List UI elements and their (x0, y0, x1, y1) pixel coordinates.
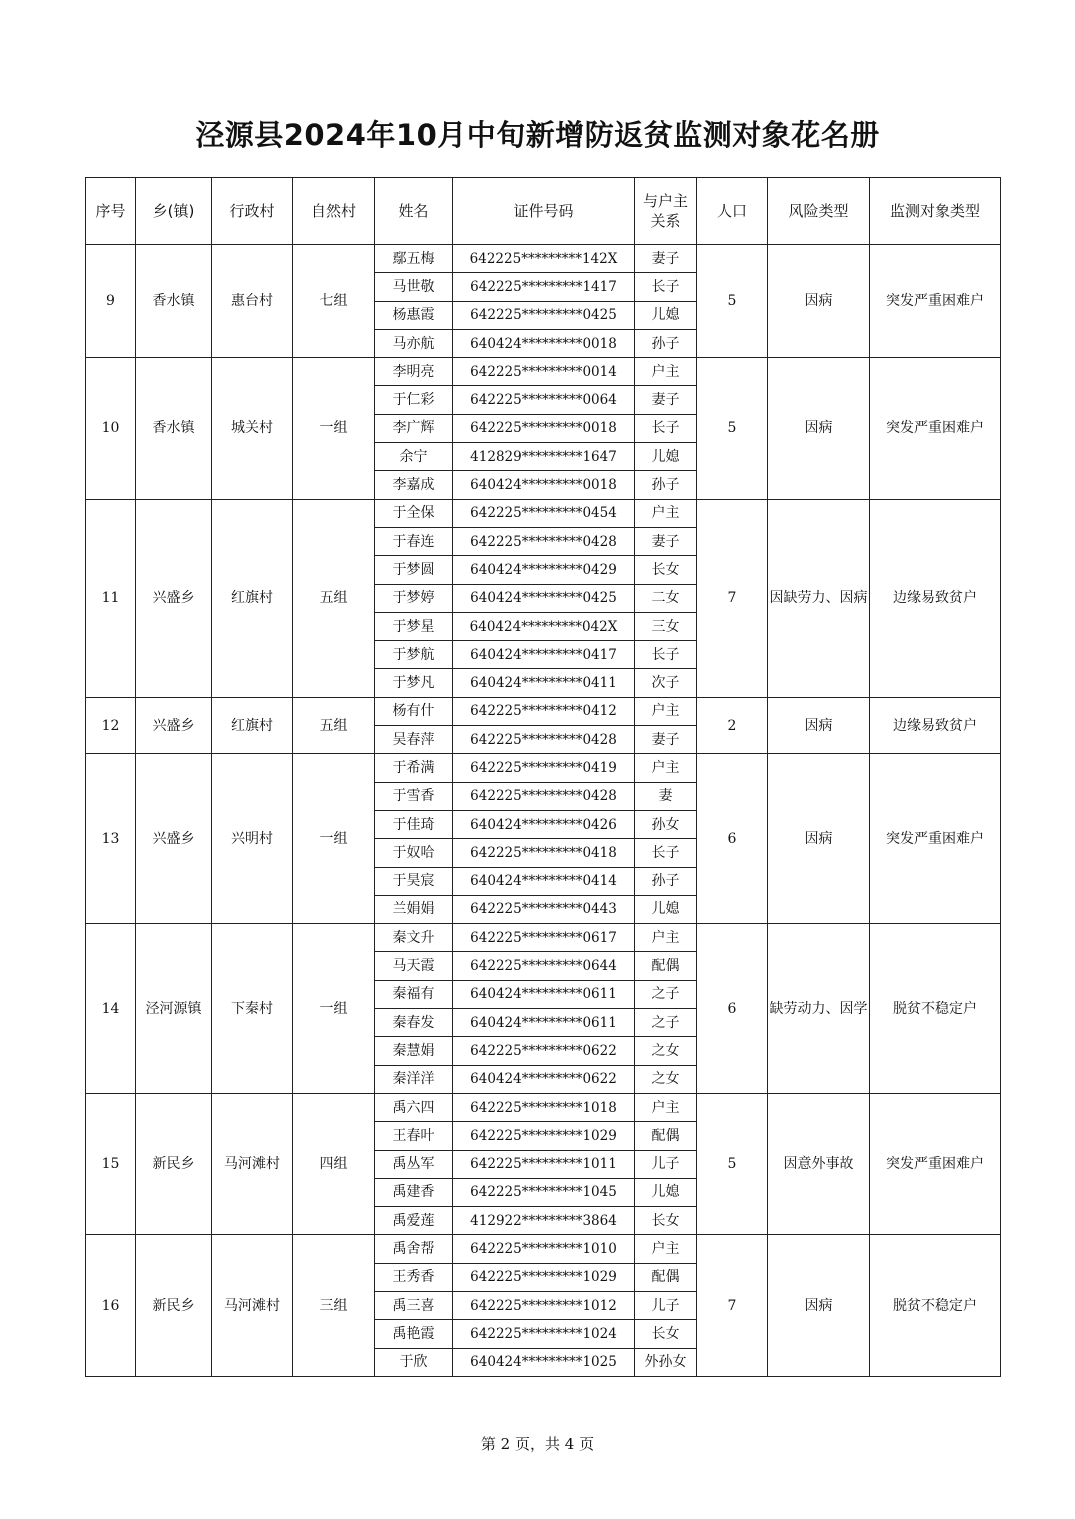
id-number-cell: 640424*********0611 (453, 1009, 635, 1037)
id-number-cell: 640424*********042X (453, 612, 635, 640)
relation-cell: 外孙女 (635, 1348, 697, 1376)
risk-type-cell: 因意外事故 (768, 1093, 870, 1234)
risk-type-cell: 因病 (768, 1235, 870, 1376)
page-footer: 第 2 页，共 4 页 (480, 1435, 595, 1453)
group-cell: 五组 (293, 499, 375, 697)
id-number-cell: 642225*********0644 (453, 952, 635, 980)
name-cell: 于昊宸 (375, 867, 453, 895)
population-cell: 5 (697, 358, 768, 499)
serial-number-cell: 10 (86, 358, 136, 499)
relation-cell: 长女 (635, 1320, 697, 1348)
serial-number-cell: 16 (86, 1235, 136, 1376)
relation-cell: 儿媳 (635, 1178, 697, 1206)
group-cell: 三组 (293, 1235, 375, 1376)
table-row (86, 358, 1001, 386)
risk-type-cell: 因病 (768, 754, 870, 924)
column-header: 乡(镇) (136, 178, 212, 245)
name-cell: 禹三喜 (375, 1291, 453, 1319)
relation-cell: 之子 (635, 980, 697, 1008)
id-number-cell: 642225*********0428 (453, 782, 635, 810)
id-number-cell: 640424*********0018 (453, 471, 635, 499)
name-cell: 秦福有 (375, 980, 453, 1008)
name-cell: 秦文升 (375, 924, 453, 952)
id-number-cell: 642225*********1024 (453, 1320, 635, 1348)
relation-cell: 配偶 (635, 952, 697, 980)
town-cell: 新民乡 (136, 1235, 212, 1376)
id-number-cell: 642225*********1417 (453, 273, 635, 301)
village-cell: 下秦村 (212, 924, 293, 1094)
town-cell: 香水镇 (136, 245, 212, 358)
relation-cell: 户主 (635, 924, 697, 952)
name-cell: 于雪香 (375, 782, 453, 810)
id-number-cell: 642225*********0412 (453, 697, 635, 725)
header-row (86, 178, 1001, 245)
column-header: 风险类型 (768, 178, 870, 245)
risk-type-cell: 因病 (768, 697, 870, 754)
population-cell: 6 (697, 754, 768, 924)
relation-cell: 孙子 (635, 329, 697, 357)
risk-type-cell: 缺劳动力、因学 (768, 924, 870, 1094)
name-cell: 李嘉成 (375, 471, 453, 499)
population-cell: 5 (697, 245, 768, 358)
relation-cell: 长女 (635, 556, 697, 584)
name-cell: 于梦航 (375, 641, 453, 669)
group-cell: 五组 (293, 697, 375, 754)
table-row (86, 754, 1001, 782)
name-cell: 禹丛军 (375, 1150, 453, 1178)
relation-cell: 长女 (635, 1207, 697, 1235)
id-number-cell: 642225*********0014 (453, 358, 635, 386)
table-row (86, 245, 1001, 273)
name-cell: 于欣 (375, 1348, 453, 1376)
name-cell: 秦慧娟 (375, 1037, 453, 1065)
name-cell: 兰娟娟 (375, 895, 453, 923)
relation-cell: 妻子 (635, 386, 697, 414)
relation-cell: 之子 (635, 1009, 697, 1037)
name-cell: 于春连 (375, 527, 453, 555)
name-cell: 禹舍帮 (375, 1235, 453, 1263)
relation-cell: 之女 (635, 1065, 697, 1093)
group-cell: 一组 (293, 754, 375, 924)
name-cell: 王秀香 (375, 1263, 453, 1291)
id-number-cell: 640424*********0425 (453, 584, 635, 612)
name-cell: 于奴哈 (375, 839, 453, 867)
risk-type-cell: 因病 (768, 358, 870, 499)
relation-cell: 孙子 (635, 867, 697, 895)
relation-cell: 户主 (635, 697, 697, 725)
relation-cell: 户主 (635, 499, 697, 527)
town-cell: 香水镇 (136, 358, 212, 499)
monitor-type-cell: 脱贫不稳定户 (870, 924, 1001, 1094)
id-number-cell: 642225*********0064 (453, 386, 635, 414)
id-number-cell: 640424*********0429 (453, 556, 635, 584)
name-cell: 吴春萍 (375, 726, 453, 754)
relation-cell: 儿媳 (635, 895, 697, 923)
monitor-type-cell: 突发严重困难户 (870, 754, 1001, 924)
name-cell: 杨惠霞 (375, 301, 453, 329)
village-cell: 城关村 (212, 358, 293, 499)
relation-cell: 长子 (635, 273, 697, 301)
id-number-cell: 640424*********0414 (453, 867, 635, 895)
relation-cell: 孙女 (635, 810, 697, 838)
table-row (86, 697, 1001, 725)
id-number-cell: 640424*********0622 (453, 1065, 635, 1093)
relation-cell: 妻子 (635, 245, 697, 273)
name-cell: 李明亮 (375, 358, 453, 386)
id-number-cell: 642225*********1045 (453, 1178, 635, 1206)
serial-number-cell: 9 (86, 245, 136, 358)
column-header: 监测对象类型 (870, 178, 1001, 245)
group-cell: 一组 (293, 924, 375, 1094)
id-number-cell: 642225*********1018 (453, 1093, 635, 1121)
town-cell: 新民乡 (136, 1093, 212, 1234)
serial-number-cell: 12 (86, 697, 136, 754)
relation-cell: 三女 (635, 612, 697, 640)
monitor-type-cell: 边缘易致贫户 (870, 499, 1001, 697)
relation-cell: 长子 (635, 641, 697, 669)
id-number-cell: 642225*********1029 (453, 1263, 635, 1291)
roster-table (85, 177, 1001, 1377)
serial-number-cell: 11 (86, 499, 136, 697)
population-cell: 2 (697, 697, 768, 754)
name-cell: 于仁彩 (375, 386, 453, 414)
name-cell: 余宁 (375, 443, 453, 471)
id-number-cell: 412829*********1647 (453, 443, 635, 471)
id-number-cell: 642225*********0018 (453, 414, 635, 442)
village-cell: 马河滩村 (212, 1093, 293, 1234)
relation-cell: 妻子 (635, 527, 697, 555)
risk-type-cell: 因病 (768, 245, 870, 358)
table-row (86, 499, 1001, 527)
monitor-type-cell: 突发严重困难户 (870, 1093, 1001, 1234)
id-number-cell: 642225*********1012 (453, 1291, 635, 1319)
monitor-type-cell: 突发严重困难户 (870, 245, 1001, 358)
risk-type-cell: 因缺劳力、因病 (768, 499, 870, 697)
relation-cell: 儿媳 (635, 443, 697, 471)
name-cell: 王春叶 (375, 1122, 453, 1150)
relation-cell: 妻 (635, 782, 697, 810)
town-cell: 泾河源镇 (136, 924, 212, 1094)
name-cell: 禹建香 (375, 1178, 453, 1206)
relation-cell: 户主 (635, 358, 697, 386)
relation-cell: 配偶 (635, 1263, 697, 1291)
name-cell: 马世敬 (375, 273, 453, 301)
column-header: 姓名 (375, 178, 453, 245)
serial-number-cell: 14 (86, 924, 136, 1094)
id-number-cell: 642225*********0425 (453, 301, 635, 329)
name-cell: 马天霞 (375, 952, 453, 980)
relation-cell: 户主 (635, 1093, 697, 1121)
relation-cell: 儿子 (635, 1150, 697, 1178)
name-cell: 马亦航 (375, 329, 453, 357)
column-header: 人口 (697, 178, 768, 245)
relation-cell: 户主 (635, 1235, 697, 1263)
relation-cell: 儿媳 (635, 301, 697, 329)
monitor-type-cell: 突发严重困难户 (870, 358, 1001, 499)
population-cell: 6 (697, 924, 768, 1094)
name-cell: 于梦婷 (375, 584, 453, 612)
column-header: 自然村 (293, 178, 375, 245)
id-number-cell: 640424*********0417 (453, 641, 635, 669)
name-cell: 李广辉 (375, 414, 453, 442)
relation-cell: 之女 (635, 1037, 697, 1065)
village-cell: 兴明村 (212, 754, 293, 924)
id-number-cell: 640424*********0411 (453, 669, 635, 697)
table-row (86, 924, 1001, 952)
town-cell: 兴盛乡 (136, 754, 212, 924)
serial-number-cell: 15 (86, 1093, 136, 1234)
relation-cell: 配偶 (635, 1122, 697, 1150)
column-header: 行政村 (212, 178, 293, 245)
id-number-cell: 642225*********142X (453, 245, 635, 273)
relation-cell: 妻子 (635, 726, 697, 754)
population-cell: 5 (697, 1093, 768, 1234)
population-cell: 7 (697, 499, 768, 697)
id-number-cell: 642225*********0428 (453, 527, 635, 555)
name-cell: 于佳琦 (375, 810, 453, 838)
id-number-cell: 642225*********0622 (453, 1037, 635, 1065)
name-cell: 于全保 (375, 499, 453, 527)
serial-number-cell: 13 (86, 754, 136, 924)
id-number-cell: 642225*********0443 (453, 895, 635, 923)
id-number-cell: 642225*********0418 (453, 839, 635, 867)
group-cell: 一组 (293, 358, 375, 499)
name-cell: 于梦凡 (375, 669, 453, 697)
id-number-cell: 642225*********1011 (453, 1150, 635, 1178)
relation-cell: 长子 (635, 414, 697, 442)
relation-cell: 二女 (635, 584, 697, 612)
relation-cell: 次子 (635, 669, 697, 697)
village-cell: 惠台村 (212, 245, 293, 358)
relation-cell: 儿子 (635, 1291, 697, 1319)
relation-cell: 户主 (635, 754, 697, 782)
id-number-cell: 640424*********0426 (453, 810, 635, 838)
name-cell: 于希满 (375, 754, 453, 782)
page-title: 泾源县2024年10月中旬新增防返贫监测对象花名册 (195, 118, 880, 152)
name-cell: 禹六四 (375, 1093, 453, 1121)
id-number-cell: 642225*********0428 (453, 726, 635, 754)
name-cell: 禹爱莲 (375, 1207, 453, 1235)
monitor-type-cell: 脱贫不稳定户 (870, 1235, 1001, 1376)
id-number-cell: 642225*********1010 (453, 1235, 635, 1263)
name-cell: 于梦星 (375, 612, 453, 640)
column-header: 与户主关系 (635, 178, 697, 245)
table-row (86, 1235, 1001, 1263)
id-number-cell: 640424*********0611 (453, 980, 635, 1008)
id-number-cell: 642225*********1029 (453, 1122, 635, 1150)
id-number-cell: 642225*********0454 (453, 499, 635, 527)
town-cell: 兴盛乡 (136, 499, 212, 697)
name-cell: 禹艳霞 (375, 1320, 453, 1348)
table-body (86, 245, 1001, 1377)
id-number-cell: 642225*********0419 (453, 754, 635, 782)
group-cell: 七组 (293, 245, 375, 358)
id-number-cell: 640424*********0018 (453, 329, 635, 357)
village-cell: 红旗村 (212, 499, 293, 697)
group-cell: 四组 (293, 1093, 375, 1234)
relation-cell: 长子 (635, 839, 697, 867)
column-header: 证件号码 (453, 178, 635, 245)
village-cell: 马河滩村 (212, 1235, 293, 1376)
name-cell: 秦春发 (375, 1009, 453, 1037)
population-cell: 7 (697, 1235, 768, 1376)
id-number-cell: 642225*********0617 (453, 924, 635, 952)
id-number-cell: 412922*********3864 (453, 1207, 635, 1235)
name-cell: 杨有什 (375, 697, 453, 725)
village-cell: 红旗村 (212, 697, 293, 754)
name-cell: 于梦圆 (375, 556, 453, 584)
id-number-cell: 640424*********1025 (453, 1348, 635, 1376)
monitor-type-cell: 边缘易致贫户 (870, 697, 1001, 754)
town-cell: 兴盛乡 (136, 697, 212, 754)
column-header: 序号 (86, 178, 136, 245)
name-cell: 秦洋洋 (375, 1065, 453, 1093)
name-cell: 鄢五梅 (375, 245, 453, 273)
table-row (86, 1093, 1001, 1121)
relation-cell: 孙子 (635, 471, 697, 499)
